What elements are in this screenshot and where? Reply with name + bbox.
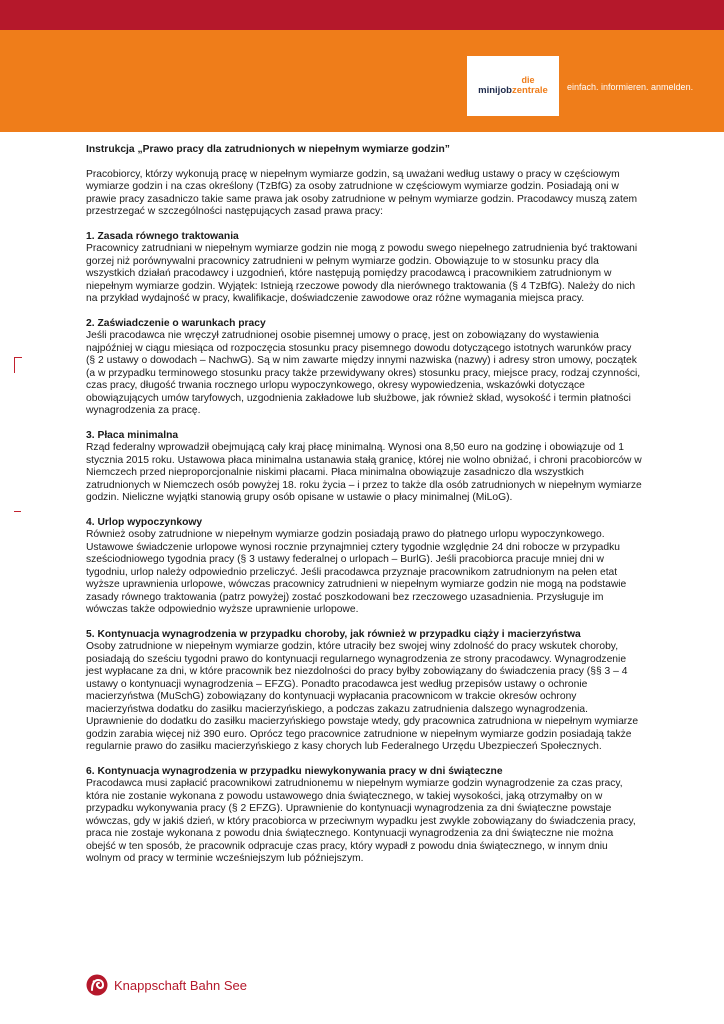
page-header [0,0,724,132]
logo-die-text: die [521,75,535,85]
punch-mark [14,511,21,512]
logo-zentrale-text: zentrale [511,85,548,96]
header-orange-band [0,30,724,132]
section-heading: 4. Urlop wypoczynkowy [86,516,203,528]
logo-mini-text: minijob [478,85,512,96]
section-vacation [86,517,642,617]
section-equal-treatment [86,231,642,306]
section-heading: 6. Kontynuacja wynagrodzenia w przypadku niewykonywania pracy w dni świąteczne [86,765,503,777]
section-body: Pracownicy zatrudniani w niepełnym wymiarze godzin nie mogą z powodu swego niepełnego zatrudnienia być traktowani gorzej niż porównywalni pracownicy zatrudnieni w pełnym wymiarze godzin. Obowiązuje to w stosunku pracy dla wszystkich działań pracodawcy i uzgodnień, które następują pomiędzy pracodawcą i pracownikiem zatrudnionym w niepełnym wymiarze godzin. Wyjątek: Istnieją rzeczowe powody dla nierównego traktowania (§ 4 TzBfG). Należy do nich na przykład wydajność w pracy, kwalifikacje, doświadczenie zawodowe oraz różne wymagania miejsca pracy. [86,243,638,304]
footer-brand-name: Knappschaft Bahn See [114,977,247,993]
fold-mark-horizontal [14,357,22,358]
section-body: Również osoby zatrudnione w niepełnym wymiarze godzin posiadają prawo do płatnego urlopu wypoczynkowego. Ustawowe świadczenie urlopowe wynosi rocznie przynajmniej cztery tygodnie względnie 24 dni robocze w przypadku sześciodniowego tygodnia pracy (§ 3 ustawy federalnej o urlopach – BurlG). Jeśli pracobiorca pracuje mniej dni w tygodniu, urlop należy odpowiednio przeliczyć. Jeśli pracodawca przyznaje pracownikom zatrudnionym na pełen etat wyższe uprawnienia urlopowe, wówczas pracownicy zatrudnieni w niepełnym wymiarze godzin nie mogą na podstawie zasady równego traktowania (patrz powyżej) zostać poszkodowani bez rzeczowego uzasadnienia. Przysługuje im wówczas także odpowiednio wyższe uprawnienie urlopowe. [86,529,627,615]
header-tagline: einfach. informieren. anmelden. [567,82,694,92]
knappschaft-logo-icon [86,974,108,996]
section-body: Osoby zatrudnione w niepełnym wymiarze godzin, które utraciły bez swojej winy zdolność do pracy wskutek choroby, posiadają do sześciu tygodni prawo do kontynuacji regularnego wynagrodzenia ze strony pracodawcy. Wynagrodzenie jest wypłacane za dni, w które pracownik bez niezdolności do pracy byłby zobowiązany do świadczenia pracy (§§ 3 – 4 ustawy o kontynuacji wynagrodzenia – EFZG). Ponadto pracodawca jest według przepisów ustawy o ochronie macierzyństwa (MuSchG) zobowiązany do kontynuacji wypłacania pracownicom w trakcie okresów ochrony macierzyństwa dodatku do zasiłku macierzyńskiego, a podczas zakazu zatrudnienia dalszego wynagrodzenia. Uprawnienie do dodatku do zasiłku macierzyńskiego powstaje wtedy, gdy pracownica zatrudniona w niepełnym wymiarze godzin zarabia więcej niż 390 euro. Oprócz tego pracownice zatrudnione w niepełnym wymiarze godzin posiadają także regularnie prawo do zasiłku macierzyńskiego z kasy chorych lub Federalnego Urzędu Ubezpieczeń Społecznych. [86,641,639,752]
minijob-zentrale-logo [467,56,559,116]
section-body: Jeśli pracodawca nie wręczył zatrudnionej osobie pisemnej umowy o pracę, jest on zobowiązany do wystawienia najpóźniej w ciągu miesiąca od rozpoczęcia stosunku pracy pisemnego dowodu dotyczącego istotnych warunków pracy (§ 2 ustawy o dowodach – NachwG). Są w nim zawarte między innymi nazwiska (nazwy) i adresy stron umowy, początek (a w przypadku terminowego stosunku pracy także przewidywany okres) stosunku pracy, miejsce pracy, rodzaj czynności, czas pracy, długość trwania rocznego urlopu wypoczynkowego, okresy wypowiedzenia, wskazówki dotyczące obowiązujących umów taryfowych, uzgodnienia zakładowe lub służbowe, jak również skład, wysokość i termin płatności wynagrodzenia za pracę. [86,330,641,416]
section-holiday-pay [86,766,642,866]
intro-paragraph: Pracobiorcy, którzy wykonują pracę w niepełnym wymiarze godzin, są uważani według ustawy o pracy w częściowym wymiarze godzin i na czas określony (TzBfG) za osoby zatrudnione w częściowym wymiarze godzin. Posiadają oni w prawie pracy zasadniczo takie same prawa jak osoby zatrudnione w pełnym wymiarze godzin. Pracodawcy muszą zatem przestrzegać w szczególności następujących zasad prawa pracy: [86,168,638,217]
footer-logo [86,974,247,996]
document-body [86,144,642,878]
section-body: Rząd federalny wprowadził obejmującą cały kraj płacę minimalną. Wynosi ona 8,50 euro na godzinę i obowiązuje od 1 stycznia 2015 roku. Ustawowa płaca minimalna ustanawia stałą granicę, której nie wolno obniżać, i chroni pracobiorców w Niemczech przed nieproporcjonalnie niskimi płacami. Płaca minimalna obowiązuje zasadniczo dla wszystkich zatrudnionych w Niemczech osób powyżej 18. roku życia – i przez to także dla osób zatrudnionych w niepełnym wymiarze godzin. Nieliczne wyjątki stanowią grupy osób opisane w ustawie o płacy minimalnej (MiLoG). [86,442,642,503]
header-red-band [0,0,724,30]
section-sick-pay [86,629,642,754]
section-heading: 5. Kontynuacja wynagrodzenia w przypadku choroby, jak również w przypadku ciąży i macierzyństwa [86,628,581,640]
section-heading: 1. Zasada równego traktowania [86,230,239,242]
fold-mark-vertical [14,357,15,373]
section-work-conditions [86,318,642,418]
logo-wordmark [478,85,548,96]
section-heading: 3. Płaca minimalna [86,429,179,441]
section-body: Pracodawca musi zapłacić pracownikowi zatrudnionemu w niepełnym wymiarze godzin wynagrodzenie za czas pracy, która nie zostanie wykonana z powodu ustawowego dnia świątecznego, w takiej wysokości, jaką otrzymałby on w przypadku wykonywania pracy (§ 2 EFZG). Uprawnienie do kontynuacji wynagrodzenia za dni świąteczne powstaje wówczas, gdy w jakiś dzień, w który pracobiorca w przeciwnym wypadku jest zwykle zobowiązany do świadczenia pracy, praca nie zostaje wykonana z powodu dnia świątecznego. Kontynuacji wynagrodzenia za dni świąteczne nie można obejść w ten sposób, że pracownik odpracuje czas pracy, który wypadł z powodu dnia świątecznego, w innym dniu wolnym od pracy w terminie wcześniejszym lub późniejszym. [86,778,636,864]
document-title: Instrukcja „Prawo pracy dla zatrudnionych w niepełnym wymiarze godzin” [86,144,450,155]
section-heading: 2. Zaświadczenie o warunkach pracy [86,317,266,329]
section-minimum-wage [86,430,642,505]
